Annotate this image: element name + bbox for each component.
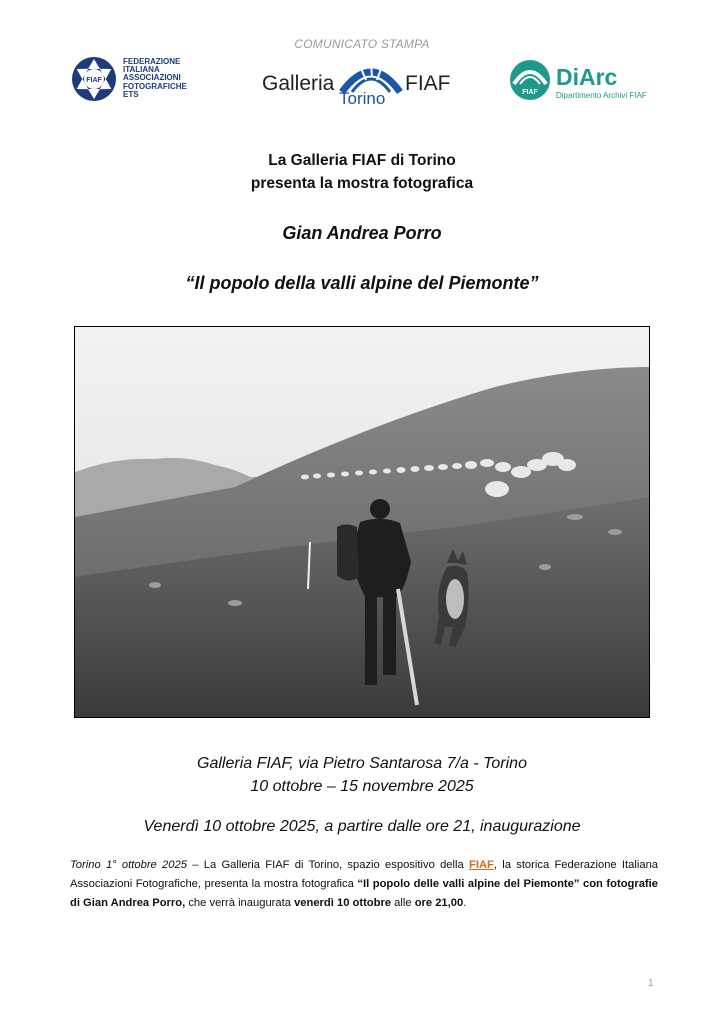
fiaf-line: ASSOCIAZIONI [123,73,181,83]
body-text-segment: , la storica Federazione Italiana Associazioni Fotografiche, presenta la mostra fotografica [70,859,659,890]
opening-day-highlight: venerdì 10 ottobre [294,897,392,909]
fiaf-badge-text: FIAF [86,77,102,84]
exhibition-highlight: “Il popolo delle valli alpine del Piemonte” con fotografie di Gian Andrea Porro, [70,878,658,909]
diarc-badge-text: FIAF [522,89,538,96]
diarc-name: DiArc [556,64,618,90]
intro-line: La Galleria FIAF di Torino [268,152,456,169]
body-text-segment: . [463,897,467,909]
galleria-city-word: Torino [339,89,386,108]
diarc-aperture-icon [508,58,552,102]
venue-dates: 10 ottobre – 15 novembre 2025 [250,778,474,795]
opening-time-highlight: ore 21,00 [414,897,464,909]
fiaf-logo-text [123,58,213,99]
release-date: Torino 1° ottobre 2025 [70,859,187,871]
intro-line: presenta la mostra fotografica [250,175,474,192]
exhibition-photo [74,326,650,718]
venue-info [0,752,724,798]
press-release-paragraph [70,856,658,913]
fiaf-aperture-icon [70,55,118,103]
fiaf-line: FEDERAZIONE [123,57,181,66]
shepherd-landscape-image [75,327,650,718]
fiaf-link[interactable]: FIAF [469,859,494,871]
galleria-fiaf-torino-logo [262,60,462,112]
fiaf-logo [70,55,210,107]
diarc-logo [508,58,678,108]
opening-info: Venerdì 10 ottobre 2025, a partire dalle ore 21, inaugurazione [143,818,581,835]
diarc-subtitle: Dipartimento Archivi FIAF [556,91,647,100]
venue-address: Galleria FIAF, via Pietro Santarosa 7/a - Torino [197,755,527,772]
document-header-label: COMUNICATO STAMPA [294,37,430,51]
fiaf-line: ETS [123,89,139,99]
author-name: Gian Andrea Porro [282,223,442,243]
exhibition-title: “Il popolo della valli alpine del Piemonte” [185,273,539,293]
fiaf-line: FOTOGRAFICHE [123,81,187,91]
body-text-segment: – La Galleria FIAF di Torino, spazio espositivo della [186,859,469,871]
galleria-word: Galleria [262,72,335,95]
body-text-segment: alle [391,897,415,909]
fiaf-line: ITALIANA [123,65,160,75]
body-text-segment: che verrà inaugurata [185,897,295,909]
page-number: 1 [648,978,654,989]
galleria-fiaf-word: FIAF [405,72,451,95]
intro-heading [0,149,724,195]
